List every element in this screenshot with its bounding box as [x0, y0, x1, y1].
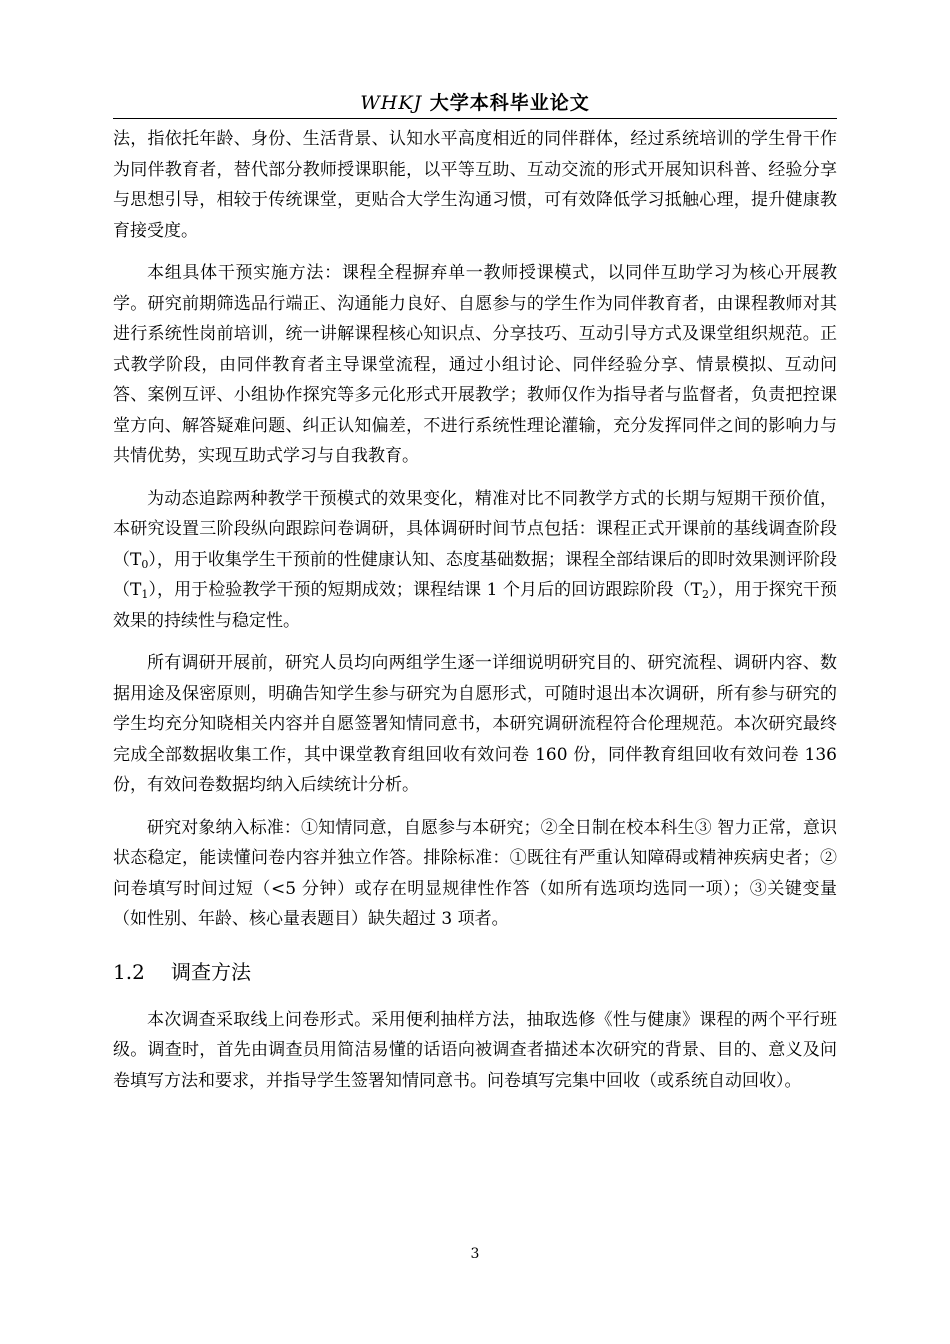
header-rule	[113, 118, 837, 119]
body-text	[113, 124, 837, 1096]
section-title: 调查方法	[171, 959, 251, 984]
paragraph-ethics: 所有调研开展前，研究人员均向两组学生逐一详细说明研究目的、研究流程、调研内容、数据用途及保密原则，明确告知学生参与研究为自愿形式，可随时退出本次调研，所有参与研究的学生均充分知晓相关内容并自愿签署知情同意书，本研究调研流程符合伦理规范。本次研究最终完成全部数据收集工作，其中课堂教育组回收有效问卷 160 份，同伴教育组回收有效问卷 136 份，有效问卷数据均纳入后续统计分析。	[113, 653, 837, 795]
paragraph-intervention-method: 本组具体干预实施方法：课程全程摒弃单一教师授课模式，以同伴互助学习为核心开展教学。研究前期筛选品行端正、沟通能力良好、自愿参与的学生作为同伴教育者，由课程教师对其进行系统性岗前培训，统一讲解课程核心知识点、分享技巧、互动引导方式及课堂组织规范。正式教学阶段，由同伴教育者主导课堂流程，通过小组讨论、同伴经验分享、情景模拟、互动问答、案例互评、小组协作探究等多元化形式开展教学；教师仅作为指导者与监督者，负责把控课堂方向、解答疑难问题、纠正认知偏差，不进行系统性理论灌输，充分发挥同伴之间的影响力与共情优势，实现互助式学习与自我教育。	[113, 263, 837, 466]
running-header	[113, 88, 837, 118]
section-heading	[113, 957, 837, 987]
page-number: 3	[470, 1246, 480, 1262]
paragraph-survey-method: 本次调查采取线上问卷形式。采用便利抽样方法，抽取选修《性与健康》课程的两个平行班级。调查时，首先由调查员用简洁易懂的话语向被调查者描述本次研究的背景、目的、意义及问卷填写方法和要求，并指导学生签署知情同意书。问卷填写完集中回收（或系统自动回收）。	[113, 1009, 837, 1091]
header-latin: WHKJ	[360, 92, 423, 114]
section-number: 1.2	[113, 959, 145, 984]
paragraph-tracking-survey: 为动态追踪两种教学干预模式的效果变化，精准对比不同教学方式的长期与短期干预价值，本研究设置三阶段纵向跟踪问卷调研，具体调研时间节点包括：课程正式开课前的基线调查阶段$(T_0)$，用于收集学生干预前的性健康认知、态度基础数据；课程全部结课后的即时效果测评阶段$(T_1)$，用于检验教学干预的短期成效；课程结课 1 个月后的回访跟踪阶段$(T_2)$，用于探究干预效果的持续性与稳定性。	[113, 488, 837, 631]
paragraph-continued: 法，指依托年龄、身份、生活背景、认知水平高度相近的同伴群体，经过系统培训的学生骨干作为同伴教育者，替代部分教师授课职能，以平等互助、互动交流的形式开展知识科普、经验分享与思想引导，相较于传统课堂，更贴合大学生沟通习惯，可有效降低学习抵触心理，提升健康教育接受度。	[113, 129, 837, 241]
paragraph-criteria: 研究对象纳入标准：①知情同意，自愿参与本研究；②全日制在校本科生③ 智力正常，意识状态稳定，能读懂问卷内容并独立作答。排除标准：①既往有严重认知障碍或精神疾病史者；②问卷填写时间过短（<5 分钟）或存在明显规律性作答（如所有选项均选同一项）；③关键变量（如性别、年龄、核心量表题目）缺失超过 3 项者。	[113, 817, 837, 929]
header-title: 大学本科毕业论文	[429, 92, 590, 114]
